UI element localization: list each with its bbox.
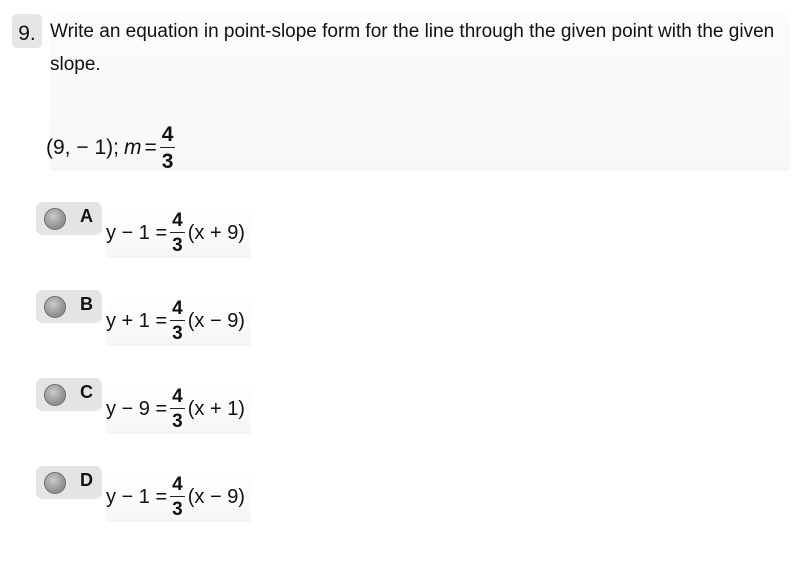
choice-c-lhs: y − 9 = [106, 397, 168, 420]
choice-b-equation [106, 296, 251, 346]
choice-d-letter: D [80, 470, 93, 490]
given-point-and-slope [46, 121, 178, 175]
question-prompt: Write an equation in point-slope form for the line through the given point with the given slope. [50, 21, 775, 75]
slope-numerator: 4 [161, 123, 174, 146]
choice-c-equation [106, 384, 251, 434]
choice-b-numerator: 4 [172, 298, 183, 319]
slope-denominator: 3 [160, 147, 176, 172]
slope-fraction [160, 124, 176, 172]
choice-b-radio-button[interactable] [44, 296, 66, 318]
choice-a-lhs: y − 1 = [106, 221, 168, 244]
choice-a-radio-button[interactable] [44, 208, 66, 230]
choice-d-lhs: y − 1 = [106, 485, 168, 508]
choice-d-equation [106, 472, 251, 522]
choice-b-lhs: y + 1 = [106, 309, 168, 332]
choice-b-denominator: 3 [170, 320, 185, 343]
choice-d-fraction [170, 475, 185, 519]
choice-a-equation [106, 208, 251, 258]
question-prompt-panel [46, 11, 790, 173]
choice-c-letter: C [80, 382, 93, 402]
choice-b-fraction [170, 299, 185, 343]
choice-c-denominator: 3 [170, 408, 185, 431]
given-point: (9, − 1); [46, 136, 119, 159]
slope-equals: = [144, 136, 157, 159]
choice-d-numerator: 4 [172, 474, 183, 495]
choice-d-radio-button[interactable] [44, 472, 66, 494]
choice-c-fraction [170, 387, 185, 431]
choice-a-denominator: 3 [170, 232, 185, 255]
choice-a-numerator: 4 [172, 210, 183, 231]
slope-variable: m [123, 136, 142, 159]
choice-a-letter: A [80, 206, 93, 226]
choice-d-denominator: 3 [170, 496, 185, 519]
choice-b-letter: B [80, 294, 93, 314]
choice-c-numerator: 4 [172, 386, 183, 407]
choice-c-radio-button[interactable] [44, 384, 66, 406]
choice-a-rhs: (x + 9) [187, 221, 245, 244]
choice-a-fraction [170, 211, 185, 255]
choice-c-rhs: (x + 1) [187, 397, 245, 420]
question-number: 9. [12, 14, 42, 48]
choice-d-rhs: (x − 9) [187, 485, 245, 508]
choice-b-rhs: (x − 9) [187, 309, 245, 332]
